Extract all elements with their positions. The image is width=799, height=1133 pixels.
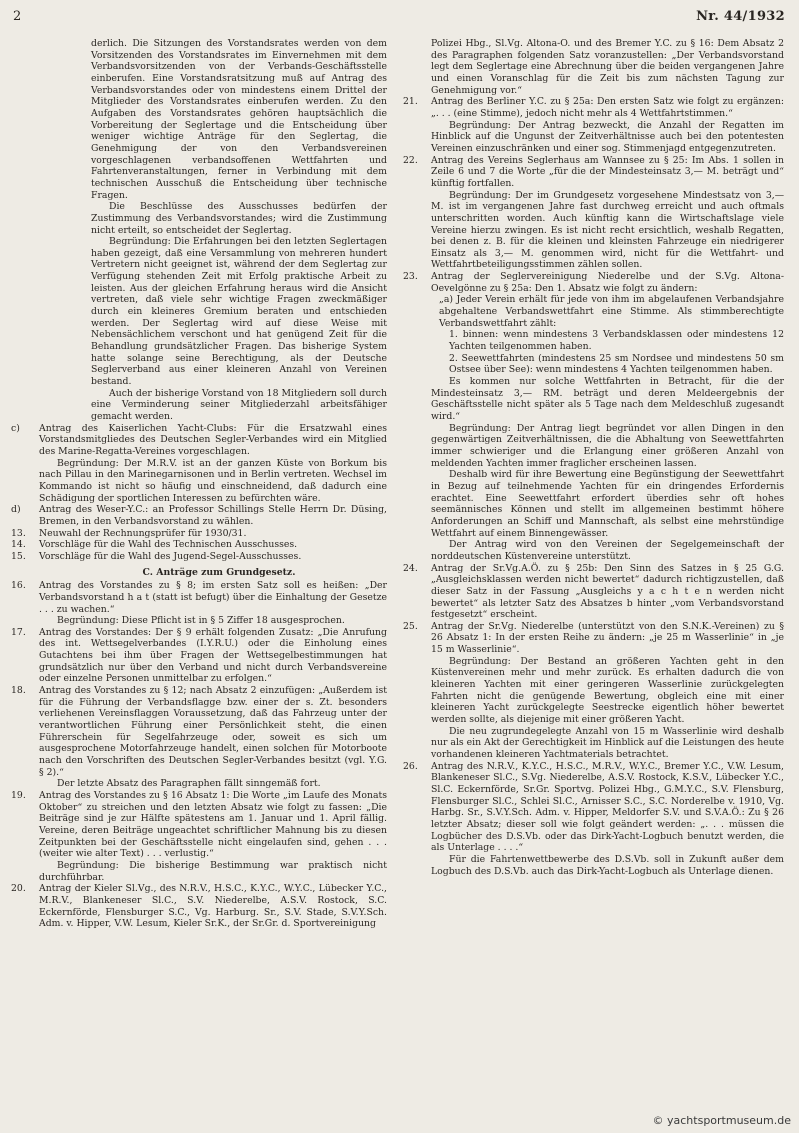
item-number: 14.	[11, 539, 26, 551]
numbered-item	[11, 883, 387, 930]
section-heading: C. Anträge zum Grundgesetz.	[142, 566, 296, 578]
item-text: Antrag der Seglervereinigung Niederelbe und der S.Vg. Altona-Oevelgönne zu § 25a: Den 1. Absatz wie folgt zu ändern:	[431, 271, 784, 294]
watermark: © yachtsportmuseum.de	[652, 1114, 791, 1127]
paragraph: Begründung: Der im Grundgesetz vorgesehene Mindestsatz von 3,— M. ist im vergangenen Jahre fast durchweg erreicht und auch oftmals unterschritten worden. Auch künftig kann die Wirtschaftslage viele Vereine hierzu zwingen. Es ist nicht recht ersichtlich, weshalb Regatten, bei denen z. B. für die kleinen und kleinsten Fahrzeuge ein niedrigerer Einsatz als 3,— M. genommen wird, nicht für die Wettfahrt- und Wettfahrtbeteiligungsstimmen zählen sollen.	[431, 189, 784, 271]
numbered-item	[11, 504, 387, 527]
paragraph: Begründung: Die Erfahrungen bei den letzten Seglertagen haben gezeigt, daß eine Versammlung von mehreren hundert Vertretern nicht geeignet ist, während der dem Seglertag zur Verfügung stehenden Zeit mit Erfolg praktische Arbeit zu leisten. Aus der gleichen Erfahrung heraus wird die Ansicht vertreten, daß viele sehr wichtige Fragen zweckmäßiger durch ein kleineres Gremium beraten und entschieden werden. Der Seglertag wird auf diese Weise mit Nebensächlichem verschont und hat genügend Zeit für die Behandlung grundsätzlicher Fragen. Das bisherige System hatte solange seine Berechtigung, als der Deutsche Seglerverband aus einer kleineren Anzahl von Vereinen bestand.	[91, 236, 387, 388]
numbered-item	[403, 96, 784, 119]
numbered-item	[11, 627, 387, 685]
issue-number: Nr. 44/1932	[696, 9, 785, 24]
item-number: 16.	[11, 580, 26, 592]
paragraph: Es kommen nur solche Wettfahrten in Betracht, für die der Mindesteinsatz 3,— RM. beträgt und deren Meldeergebnis der Geschäftsstelle nicht später als 5 Tage nach dem Meldeschluß zugesandt wird.“	[431, 376, 784, 422]
numbered-item	[11, 685, 387, 778]
item-number: d)	[11, 504, 21, 516]
paragraph: derlich. Die Sitzungen des Vorstandsrates werden von dem Vorsitzenden des Vorstandsrates im Einvernehmen mit dem Verbandsvorsitzenden von der Verbands-Geschäftsstelle einberufen. Eine Vorstandsratsitzung muß auf Antrag des Verbandsvorstandes oder von mindestens einem Drittel der Mitglieder des Vorstandsrates einberufen werden. Zu den Aufgaben des Vorstandsrates gehören hauptsächlich die Vorbereitung der Seglertage und die Entscheidung über weniger wichtige Anträge für den Seglertag, die Genehmigung der von den Verbandsvereinen vorgeschlagenen verbandsoffenen Wettfahrten und Fahrtenveranstaltungen, ferner in Verbindung mit dem technischen Ausschuß die Entscheidung über technische Fragen.	[91, 38, 387, 201]
item-number: 26.	[403, 760, 418, 772]
item-number: 21.	[403, 96, 418, 108]
item-text: Antrag des Vereins Seglerhaus am Wannsee zu § 25: Im Abs. 1 sollen in Zeile 6 und 7 die Worte „für die der Mindesteinsatz 3,— M. beträgt und“ künftig fortfallen.	[431, 154, 784, 189]
item-text: Antrag des Vorstandes zu § 12; nach Absatz 2 einzufügen: „Außerdem ist für die Führung der Verbandsflagge bzw. einer der s. Zt. besonders verliehenen Vereinsflaggen Voraussetzung, daß das Fahrzeug unter der verantwortlichen Führung einer Persönlichkeit steht, die einen Führerschein für Segelfahrzeuge oder, soweit es sich um ausgesprochene Motorfahrzeuge handelt, einen solchen für Motorboote nach den Vorschriften des Deutschen Segler-Verbandes besitzt (vgl. Y.G. § 2).“	[39, 685, 387, 778]
item-text: Antrag des N.R.V., K.Y.C., H.S.C., M.R.V., W.Y.C., Bremer Y.C., V.W. Lesum, Blankeneser Sl.C., S.Vg. Niederelbe, A.S.V. Rostock, K.S.V., Lübecker Y.C., Sl.C. Eckernförde, Sr.Gr. Sportvg. Polizei Hbg., G.M.Y.C., S.V. Flensburg, Flensburger Sl.C., Schlei Sl.C., Arnisser S.C., S.C. Norderelbe v. 1910, Vg. Harbg. Sr., S.V.Y.Sch. Adm. v. Hipper, Meldorfer S.V. und S.V.A.Ö.: Zu § 26 letzter Absatz; dieser soll wie folgt geändert werden: „. . . müssen die Logbücher des D.S.Vb. oder das Dirk-Yacht-Logbuch benutzt werden, die als Unterlage . . . .“	[431, 760, 784, 854]
item-text: Antrag der Sr.Vg.A.Ö. zu § 25b: Den Sinn des Satzes in § 25 G.G. „Ausgleichsklassen werden nicht bewertet“ dadurch richtigzustellen, daß dieser Satz in der Fassung „Ausgleichs y a c h t e n werden nicht bewertet“ als letzter Satz des Absatzes b hinter „vom Verbandsvorstand festgesetzt“ erscheint.	[431, 562, 784, 621]
paragraph: Die Beschlüsse des Ausschusses bedürfen der Zustimmung des Verbandsvorstandes; wird die Zustimmung nicht erteilt, so entscheidet der Seglertag.	[91, 201, 387, 236]
item-text: Antrag der Sr.Vg. Niederelbe (unterstützt von den S.N.K.-Vereinen) zu § 26 Absatz 1: In der ersten Reihe zu ändern: „je 25 m Wasserlinie“ in „je 15 m Wasserlinie“.	[431, 620, 784, 656]
left-column	[11, 38, 387, 930]
numbered-item	[11, 790, 387, 860]
numbered-item	[11, 423, 387, 458]
numbered-item	[403, 38, 784, 96]
paragraph: Begründung: Der Antrag liegt begründet vor allen Dingen in den gegenwärtigen Zeitverhältnissen, die die Abhaltung von Seewettfahrten immer schwieriger und die Erlangung einer größeren Anzahl von meldenden Yachten immer fraglicher erscheinen lassen.	[431, 422, 784, 469]
numbered-item	[403, 563, 784, 621]
item-text: Antrag des Berliner Y.C. zu § 25a: Den ersten Satz wie folgt zu ergänzen: „. . . (eine Stimme), jedoch nicht mehr als 4 Wettfahrtstimmen.“	[431, 96, 784, 119]
item-text: Vorschläge für die Wahl des Jugend-Segel-Ausschusses.	[39, 550, 302, 562]
paragraph: Begründung: Diese Pflicht ist in § 5 Ziffer 18 ausgesprochen.	[57, 615, 345, 627]
item-number: 23.	[403, 271, 418, 283]
item-number: c)	[11, 422, 20, 434]
item-text: Antrag des Weser-Y.C.: an Professor Schillings Stelle Herrn Dr. Düsing, Bremen, in den Verbandsvorstand zu wählen.	[39, 504, 387, 527]
item-text: Antrag des Vorstandes: Der § 9 erhält folgenden Zusatz: „Die Anrufung des int. Wettsegelverbandes (I.Y.R.U.) oder die Einholung eines Gutachtens bei ihm über Fragen der Wettsegelbestimmungen hat grundsätzlich nur über den Verband und nicht durch Verbandsvereine oder einzelne Personen unmittelbar zu erfolgen.“	[39, 626, 387, 685]
paragraph: Begründung: Der M.R.V. ist an der ganzen Küste von Borkum bis nach Pillau in den Marinegarnisonen und in Berlin vertreten. Wechsel im Kommando ist nicht so häufig und einschneidend, daß dadurch eine Schädigung der sportlichen Interessen zu befürchten wäre.	[39, 457, 387, 504]
numbered-item	[403, 621, 784, 656]
item-number: 19.	[11, 790, 26, 801]
numbered-item	[11, 528, 387, 540]
paragraph: Begründung: Der Antrag bezweckt, die Anzahl der Regatten im Hinblick auf die Ungunst der Zeitverhältnisse auch bei den potentesten Vereinen einzuschränken und einer sog. Stimmenjagd entgegenzutreten.	[431, 119, 784, 154]
item-text: Antrag des Kaiserlichen Yacht-Clubs: Für die Ersatzwahl eines Vorstandsmitgliedes des Deutschen Segler-Verbandes wird ein Mitglied des Marine-Regatta-Vereines vorgeschlagen.	[39, 422, 387, 457]
paragraph: 1. binnen: wenn mindestens 3 Verbandsklassen oder mindestens 12 Yachten teilgenommen haben.	[449, 329, 784, 353]
item-number: 20.	[11, 883, 26, 895]
item-text: Polizei Hbg., Sl.Vg. Altona-O. und des Bremer Y.C. zu § 16: Dem Absatz 2 des Paragraphen folgenden Satz voranzustellen: „Der Verbandsvorstand legt dem Seglertage eine Abrechnung über die beiden vergangenen Jahre und einen Voranschlag für die Zeit bis zum nächsten Tagung zur Genehmigung vor.“	[431, 38, 784, 96]
paragraph: 2. Seewettfahrten (mindestens 25 sm Nordsee und mindestens 50 sm Ostsee über See): wenn mindestens 4 Yachten teilgenommen haben.	[449, 352, 784, 376]
item-number: 25.	[403, 620, 418, 632]
paragraph: Für die Fahrtenwettbewerbe des D.S.Vb. soll in Zukunft außer dem Logbuch des D.S.Vb. auch das Dirk-Yacht-Logbuch als Unterlage dienen.	[431, 853, 784, 877]
page-number: 2	[13, 9, 22, 24]
item-text: Antrag der Kieler Sl.Vg., des N.R.V., H.S.C., K.Y.C., W.Y.C., Lübecker Y.C., M.R.V., Blankeneser Sl.C., S.V. Niederelbe, A.S.V. Rostock, S.C. Eckernförde, Flensburger S.C., Vg. Harburg. Sr., S.V. Stade, S.V.Y.Sch. Adm. v. Hipper, V.W. Lesum, Kieler Sr.K., der Sr.Gr. d. Sportvereinigung	[39, 883, 387, 930]
paragraph: Begründung: Der Bestand an größeren Yachten geht in den Küstenvereinen mehr und mehr zurück. Es erhalten dadurch die von kleineren Yachten mit einer geringeren Wasserlinie zurückgelegten Fahrten nicht die genügende Bewertung, obgleich eine mit einer kleineren Yacht zurückgelegte Seestrecke eigentlich höher bewertet werden sollte, als diejenige mit einer größeren Yacht.	[431, 655, 784, 726]
numbered-item	[403, 761, 784, 854]
item-text: Neuwahl der Rechnungsprüfer für 1930/31.	[39, 527, 247, 539]
item-number: 22.	[403, 154, 418, 166]
numbered-item	[403, 271, 784, 294]
paragraph: Der letzte Absatz des Paragraphen fällt sinngemäß fort.	[57, 778, 321, 790]
item-number: 24.	[403, 562, 418, 574]
item-number	[403, 38, 431, 96]
item-number: 18.	[11, 685, 26, 697]
numbered-item	[11, 551, 387, 563]
numbered-item	[403, 155, 784, 190]
item-number: 13.	[11, 527, 26, 539]
numbered-item	[11, 580, 387, 615]
item-number: 15.	[11, 550, 26, 562]
numbered-item	[11, 539, 387, 551]
paragraph: „a) Jeder Verein erhält für jede von ihm im abgelaufenen Verbandsjahre abgehaltene Verbandswettfahrt eine Stimme. Als stimmberechtigte Verbandswettfahrt zählt:	[439, 294, 784, 329]
paragraph: Die neu zugrundegelegte Anzahl von 15 m Wasserlinie wird deshalb nur als ein Akt der Gerechtigkeit im Hinblick auf die Leistungen des heute vorhandenen kleineren Yachtmaterials betrachtet.	[431, 725, 784, 761]
item-number: 17.	[11, 626, 26, 638]
paragraph: Begründung: Die bisherige Bestimmung war praktisch nicht durchführbar.	[39, 859, 387, 883]
right-column	[403, 38, 784, 877]
paragraph: Der Antrag wird von den Vereinen der Segelgemeinschaft der norddeutschen Küstenvereine unterstützt.	[431, 539, 784, 562]
paragraph: Auch der bisherige Vorstand von 18 Mitgliedern soll durch eine Verminderung seiner Mitgliederzahl arbeitsfähiger gemacht werden.	[91, 387, 387, 422]
paragraph: Deshalb wird für ihre Bewertung eine Begünstigung der Seewettfahrt in Bezug auf teilnehmende Yachten für ein dringendes Erfordernis erachtet. Eine Seewettfahrt erfordert überdies sehr oft hohes seemännisches Können und stellt im allgemeinen bestimmt höhere Anforderungen an Schiff und Mannschaft, als selbst eine mehrstündige Wettfahrt auf einem Binnengewässer.	[431, 469, 784, 539]
item-text: Antrag des Vorstandes zu § 8; im ersten Satz soll es heißen: „Der Verbandsvorstand h a t (statt ist befugt) über die Einhaltung der Gesetze . . . zu wachen.“	[39, 580, 387, 615]
item-text: Vorschläge für die Wahl des Technischen Ausschusses.	[39, 539, 298, 551]
item-text: Antrag des Vorstandes zu § 16 Absatz 1: Die Worte „im Laufe des Monats Oktober“ zu streichen und den letzten Absatz wie folgt zu fassen: „Die Beiträge sind je zur Hälfte spätestens am 1. Januar und 1. April fällig. Vereine, deren Beiträge ungeachtet schriftlicher Mahnung bis zu diesen Zeitpunkten bei der Geschäftsstelle nicht eingelaufen sind, gehen . . . (weiter wie alter Text) . . . verlustig.“	[39, 790, 387, 860]
